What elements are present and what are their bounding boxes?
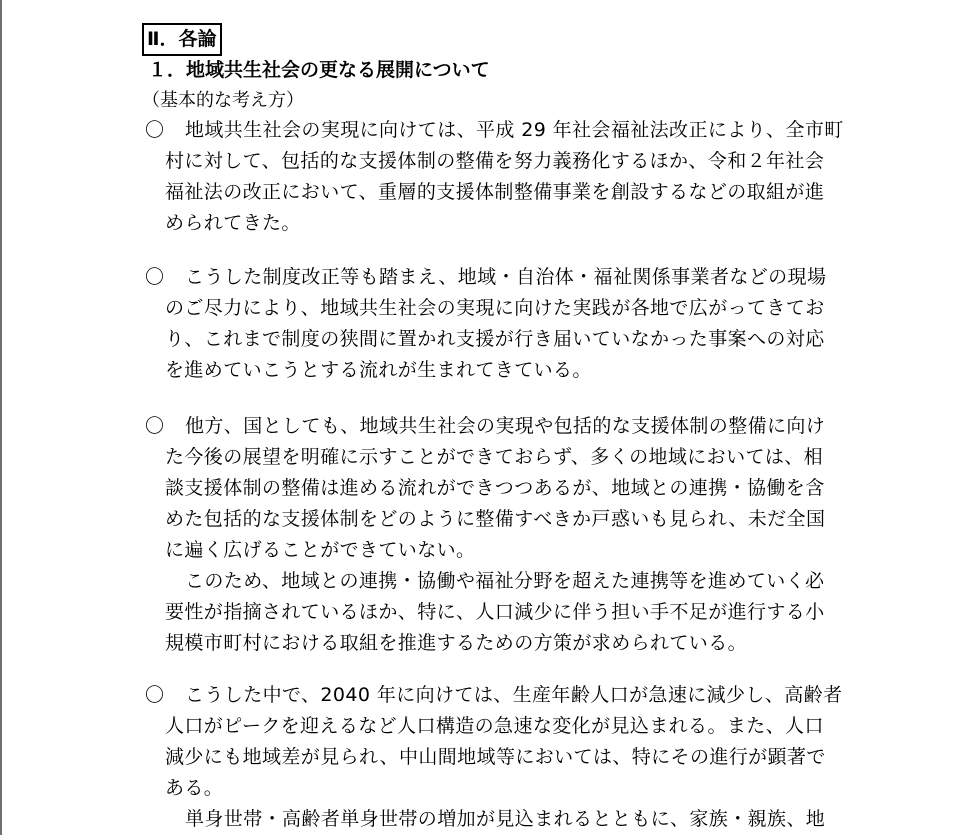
subheading: １．地域共生社会の更なる展開について — [148, 59, 490, 81]
paragraph-line: 要性が指摘されているほか、特に、人口減少に伴う担い手不足が進行する小 — [165, 601, 825, 623]
paragraph-line: 談支援体制の整備は進める流れができつつあるが、地域との連携・協働を含 — [165, 477, 825, 499]
paragraph-line: に遍く広げることができていない。 — [165, 539, 476, 561]
paragraph-line — [145, 115, 855, 146]
paragraph-line: められてきた。 — [165, 212, 301, 234]
line-text: こうした中で、2040 年に向けては、生産年齢人口が急速に減少し、高齢者 — [185, 684, 843, 706]
bullet-mark: 〇 — [145, 119, 165, 141]
line-text: こうした制度改正等も踏まえ、地域・自治体・福祉関係事業者などの現場 — [185, 266, 827, 288]
section-title: Ⅱ．各論 — [142, 23, 222, 56]
paragraph-line: のご尽力により、地域共生社会の実現に向けた実践が各地で広がってきてお — [165, 297, 825, 319]
paragraph-line: ある。 — [165, 777, 224, 799]
paragraph-line: このため、地域との連携・協働や福祉分野を超えた連携等を進めていく必 — [185, 570, 825, 592]
paragraph-line: を進めていこうとする流れが生まれてきている。 — [165, 359, 592, 381]
paragraph-line: 規模市町村における取組を推進するための方策が求められている。 — [165, 632, 748, 654]
paragraph-line: めた包括的な支援体制をどのように整備すべきか戸惑いも見られ、未だ全国 — [165, 508, 826, 530]
paragraph-line — [145, 680, 855, 711]
line-text: 他方、国としても、地域共生社会の実現や包括的な支援体制の整備に向け — [185, 415, 826, 437]
paragraph-line — [145, 411, 855, 442]
bullet-mark: 〇 — [145, 415, 165, 437]
basic-approach-label: （基本的な考え方） — [142, 90, 304, 111]
paragraph-line: 福祉法の改正において、重層的支援体制整備事業を創設するなどの取組が進 — [165, 181, 825, 203]
paragraph-4 — [145, 680, 855, 835]
line-text: 地域共生社会の実現に向けては、平成 29 年社会福祉法改正により、全市町 — [185, 119, 844, 141]
bullet-mark: 〇 — [145, 684, 165, 706]
paragraph-2 — [145, 262, 855, 386]
bullet-mark: 〇 — [145, 266, 165, 288]
paragraph-line: た今後の展望を明確に示すことができておらず、多くの地域においては、相 — [165, 446, 824, 468]
paragraph-3 — [145, 411, 855, 659]
paragraph-line — [145, 262, 855, 293]
paragraph-line: 単身世帯・高齢者単身世帯の増加が見込まれるとともに、家族・親族、地 — [185, 808, 826, 830]
paragraph-line: り、これまで制度の狭間に置かれ支援が行き届いていなかった事案への対応 — [165, 328, 825, 350]
paragraph-1 — [145, 115, 855, 239]
paragraph-line: 村に対して、包括的な支援体制の整備を努力義務化するほか、令和２年社会 — [165, 150, 825, 172]
paragraph-line: 人口がピークを迎えるなど人口構造の急速な変化が見込まれる。また、人口 — [165, 715, 824, 737]
paragraph-line: 減少にも地域差が見られ、中山間地域等においては、特にその進行が顕著で — [165, 746, 826, 768]
